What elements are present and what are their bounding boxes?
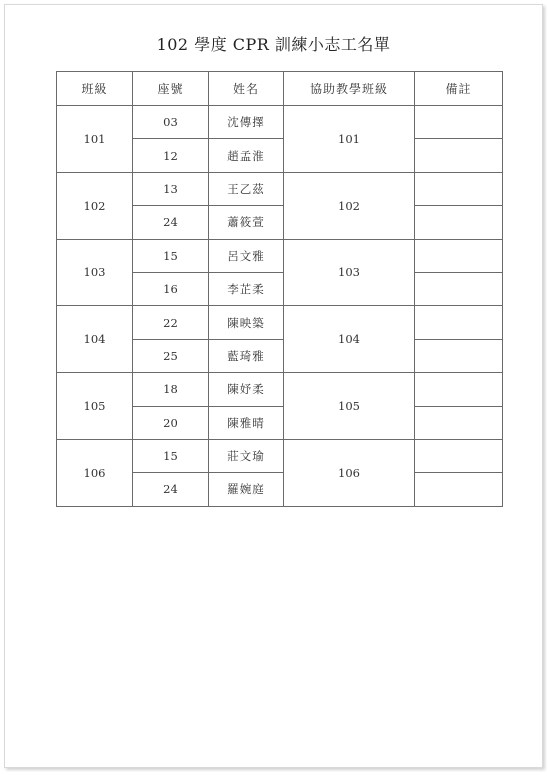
class-cell: 104 xyxy=(57,306,133,373)
note-cell xyxy=(415,373,503,406)
note-cell xyxy=(415,172,503,205)
volunteer-roster-table xyxy=(56,71,503,507)
seat-cell: 25 xyxy=(133,339,209,372)
seat-cell: 13 xyxy=(133,172,209,205)
assist-class-cell: 105 xyxy=(284,373,415,440)
header-seat: 座號 xyxy=(133,72,209,106)
note-cell xyxy=(415,306,503,339)
table-row xyxy=(57,439,503,472)
header-name: 姓名 xyxy=(209,72,284,106)
note-cell xyxy=(415,239,503,272)
note-cell xyxy=(415,406,503,439)
note-cell xyxy=(415,139,503,172)
assist-class-cell: 106 xyxy=(284,439,415,506)
table-row xyxy=(57,172,503,205)
seat-cell: 12 xyxy=(133,139,209,172)
class-cell: 101 xyxy=(57,106,133,173)
name-cell: 沈傳擇 xyxy=(209,106,284,139)
name-cell: 藍琦雅 xyxy=(209,339,284,372)
assist-class-cell: 102 xyxy=(284,172,415,239)
table-row xyxy=(57,239,503,272)
name-cell: 蕭筱萱 xyxy=(209,206,284,239)
name-cell: 莊文瑜 xyxy=(209,439,284,472)
seat-cell: 24 xyxy=(133,473,209,506)
seat-cell: 22 xyxy=(133,306,209,339)
note-cell xyxy=(415,106,503,139)
note-cell xyxy=(415,272,503,305)
table-row xyxy=(57,306,503,339)
table-row xyxy=(57,373,503,406)
seat-cell: 16 xyxy=(133,272,209,305)
class-cell: 102 xyxy=(57,172,133,239)
note-cell xyxy=(415,439,503,472)
name-cell: 王乙茲 xyxy=(209,172,284,205)
note-cell xyxy=(415,206,503,239)
name-cell: 陳妤柔 xyxy=(209,373,284,406)
seat-cell: 15 xyxy=(133,239,209,272)
name-cell: 陳映築 xyxy=(209,306,284,339)
name-cell: 呂文雅 xyxy=(209,239,284,272)
seat-cell: 03 xyxy=(133,106,209,139)
seat-cell: 15 xyxy=(133,439,209,472)
class-cell: 106 xyxy=(57,439,133,506)
seat-cell: 18 xyxy=(133,373,209,406)
name-cell: 李芷柔 xyxy=(209,272,284,305)
name-cell: 趙孟淮 xyxy=(209,139,284,172)
class-cell: 103 xyxy=(57,239,133,306)
assist-class-cell: 104 xyxy=(284,306,415,373)
document-title: 102 學度 CPR 訓練小志工名單 xyxy=(156,35,391,54)
name-cell: 陳雅晴 xyxy=(209,406,284,439)
class-cell: 105 xyxy=(57,373,133,440)
seat-cell: 20 xyxy=(133,406,209,439)
note-cell xyxy=(415,339,503,372)
header-note: 備註 xyxy=(415,72,503,106)
name-cell: 羅婉庭 xyxy=(209,473,284,506)
header-assist-class: 協助教學班級 xyxy=(284,72,415,106)
seat-cell: 24 xyxy=(133,206,209,239)
table-header-row xyxy=(57,72,503,106)
table-row xyxy=(57,106,503,139)
assist-class-cell: 101 xyxy=(284,106,415,173)
assist-class-cell: 103 xyxy=(284,239,415,306)
header-class: 班級 xyxy=(57,72,133,106)
note-cell xyxy=(415,473,503,506)
